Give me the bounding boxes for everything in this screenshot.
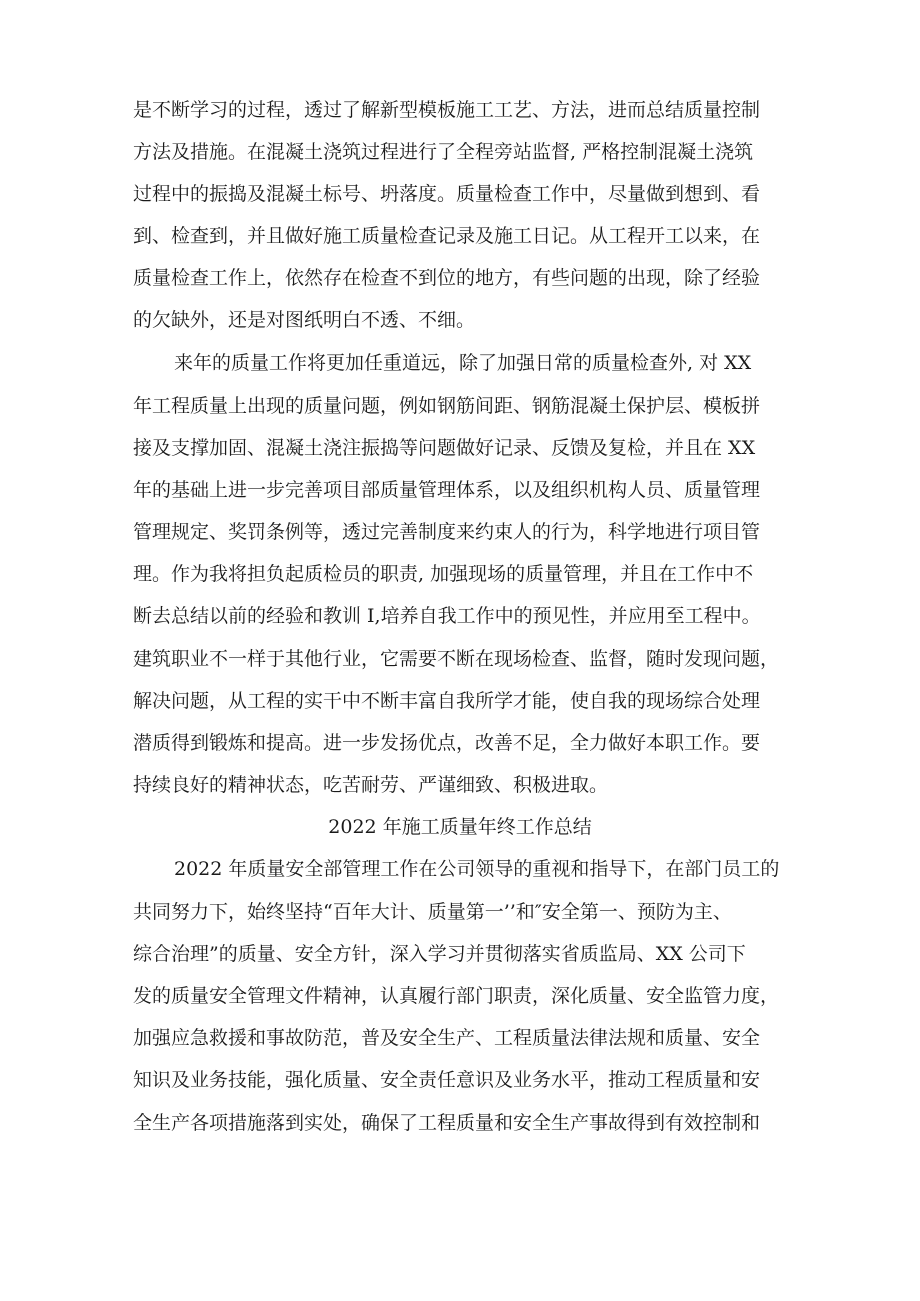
paragraph-line: 综合治理”的质量、安全方针，深入学习并贯彻落实省质监局、XX 公司下 (133, 943, 746, 965)
paragraph-line: 持续良好的精神状态，吃苦耐劳、严谨细致、积极进取。 (133, 774, 609, 796)
paragraph-line: 知识及业务技能，强化质量、安全责任意识及业务水平，推动工程质量和安 (133, 1069, 761, 1091)
paragraph-line: 年的基础上进一步完善项目部质量管理体系，以及组织机构人员、质量管理 (133, 479, 761, 501)
paragraph-line: 共同努力下，始终坚持“百年大计、质量第一’’和″安全第一、预防为主、 (133, 901, 732, 923)
paragraph-line: 2022 年质量安全部管理工作在公司领导的重视和指导下，在部门员工的 (174, 858, 780, 880)
paragraph-line: 的欠缺外，还是对图纸明白不透、不细。 (133, 309, 476, 331)
paragraph-line: 是不断学习的过程，透过了解新型模板施工工艺、方法，进而总结质量控制 (133, 99, 761, 121)
paragraph-line: 年工程质量上出现的质量问题，例如钢筋间距、钢筋混凝土保护层、模板拼 (133, 395, 761, 417)
paragraph-line: 解决问题，从工程的实干中不断丰富自我所学才能，使自我的现场综合处理 (133, 690, 761, 712)
paragraph-line: 到、检查到，并且做好施工质量检查记录及施工日记。从工程开工以来，在 (133, 225, 761, 247)
section-heading: 2022 年施工质量年终工作总结 (328, 816, 592, 838)
paragraph-line: 过程中的振捣及混凝土标号、坍落度。质量检查工作中，尽量做到想到、看 (133, 183, 761, 205)
paragraph-line: 接及支撑加固、混凝土浇注振捣等问题做好记录、反馈及复检，并且在 XX (133, 437, 756, 459)
paragraph-line: 加强应急救援和事故防范，普及安全生产、工程质量法律法规和质量、安全 (133, 1027, 761, 1049)
paragraph-line: 潜质得到锻炼和提高。进一步发扬优点，改善不足，全力做好本职工作。要 (133, 732, 761, 754)
paragraph-line: 全生产各项措施落到实处，确保了工程质量和安全生产事故得到有效控制和 (133, 1112, 761, 1134)
paragraph-line: 建筑职业不一样于其他行业，它需要不断在现场检查、监督，随时发现问题， (133, 648, 780, 670)
paragraph-line: 发的质量安全管理文件精神，认真履行部门职责，深化质量、安全监管力度， (133, 985, 780, 1007)
paragraph-line: 断去总结以前的经验和教训 I,培养自我工作中的预见性，并应用至工程中。 (133, 605, 761, 627)
paragraph-line: 理。作为我将担负起质检员的职责, 加强现场的质量管理，并且在工作中不 (133, 563, 754, 585)
paragraph-line: 质量检查工作上，依然存在检查不到位的地方，有些问题的出现，除了经验 (133, 267, 761, 289)
paragraph-line: 来年的质量工作将更加任重道远，除了加强日常的质量检查外, 对 XX (174, 352, 752, 374)
paragraph-line: 方法及措施。在混凝土浇筑过程进行了全程旁站监督, 严格控制混凝土浇筑 (133, 141, 754, 163)
paragraph-line: 管理规定、奖罚条例等，透过完善制度来约束人的行为，科学地进行项目管 (133, 521, 761, 543)
